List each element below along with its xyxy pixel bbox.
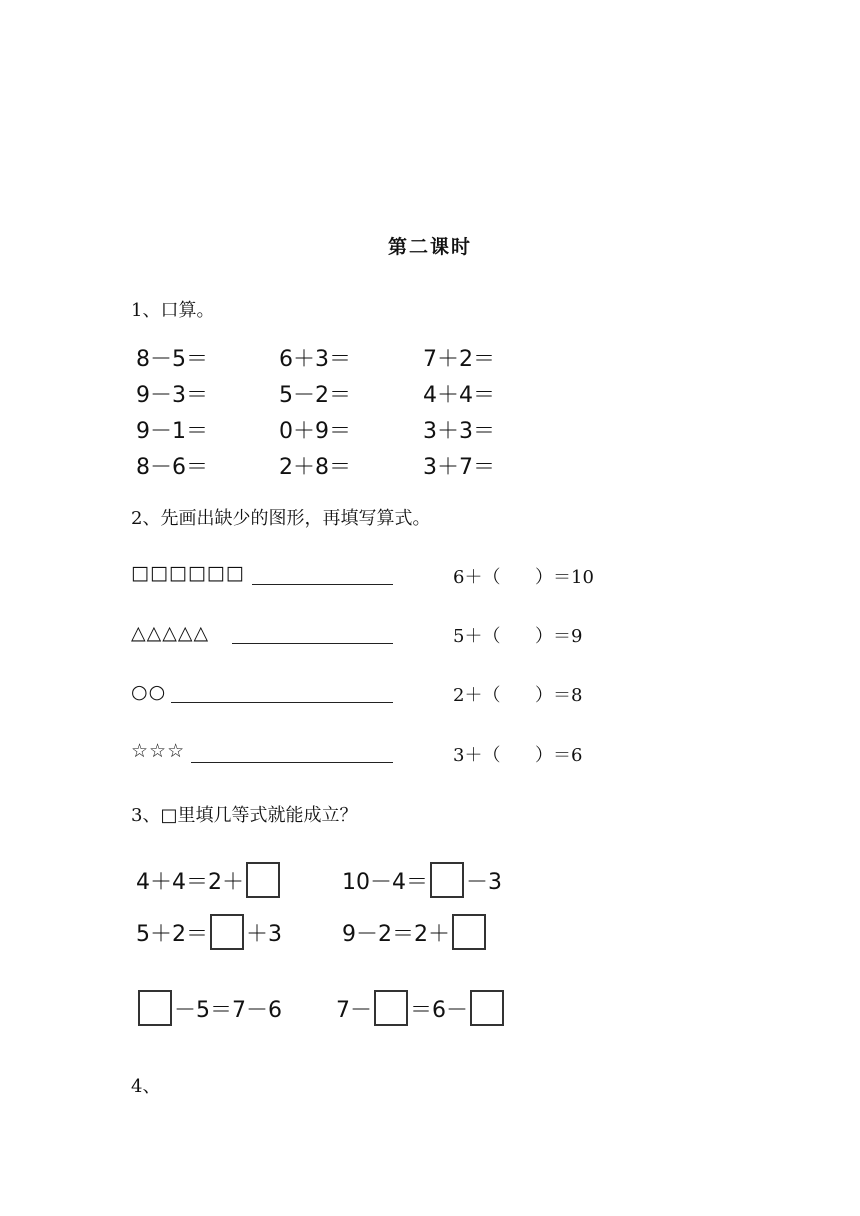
answer-box[interactable] bbox=[210, 914, 244, 950]
answer-box[interactable] bbox=[138, 990, 172, 1026]
q1-item: 3＋3＝ bbox=[423, 419, 495, 444]
equation-text: －3 bbox=[466, 869, 502, 895]
page-title: 第二课时 bbox=[387, 236, 472, 258]
q1-item: 5－2＝ bbox=[279, 383, 351, 408]
q3-equation bbox=[136, 990, 282, 1026]
q4-heading: 4、 bbox=[131, 1076, 161, 1097]
q3-equation bbox=[342, 914, 488, 950]
answer-line bbox=[191, 762, 393, 763]
q3-equation bbox=[136, 862, 282, 898]
answer-line bbox=[232, 643, 393, 644]
equation-text: 5＋2＝ bbox=[136, 921, 208, 947]
q3-equation bbox=[342, 862, 502, 898]
answer-box[interactable] bbox=[246, 862, 280, 898]
answer-line bbox=[171, 702, 393, 703]
answer-line bbox=[252, 584, 393, 585]
equation-right: ）＝6 bbox=[535, 745, 583, 766]
q1-item: 8－6＝ bbox=[136, 455, 208, 480]
q1-item: 4＋4＝ bbox=[423, 383, 495, 408]
q3-heading: 3、□里填几等式就能成立？ bbox=[131, 805, 358, 826]
equation-text: 9－2＝2＋ bbox=[342, 921, 450, 947]
q1-item: 9－1＝ bbox=[136, 419, 208, 444]
q3-equation bbox=[336, 990, 506, 1026]
q1-item: 3＋7＝ bbox=[423, 455, 495, 480]
shape-sequence: △△△△△ bbox=[131, 622, 210, 644]
equation-text: 4＋4＝2＋ bbox=[136, 869, 244, 895]
equation-text: 10－4＝ bbox=[342, 869, 428, 895]
equation-text: －5＝7－6 bbox=[174, 997, 282, 1023]
equation-right: ）＝10 bbox=[535, 567, 594, 588]
equation-left: 6＋（ bbox=[453, 567, 501, 588]
equation-text: ＝6－ bbox=[410, 997, 468, 1023]
shape-sequence: ☆☆☆ bbox=[131, 740, 186, 762]
answer-box[interactable] bbox=[452, 914, 486, 950]
equation-left: 3＋（ bbox=[453, 745, 501, 766]
q1-item: 2＋8＝ bbox=[279, 455, 351, 480]
q1-item: 6＋3＝ bbox=[279, 347, 351, 372]
answer-box[interactable] bbox=[430, 862, 464, 898]
q1-item: 8－5＝ bbox=[136, 347, 208, 372]
answer-box[interactable] bbox=[470, 990, 504, 1026]
shape-sequence: □□□□□□ bbox=[131, 562, 245, 584]
equation-right: ）＝8 bbox=[535, 685, 583, 706]
q1-item: 0＋9＝ bbox=[279, 419, 351, 444]
answer-box[interactable] bbox=[374, 990, 408, 1026]
q2-heading: 2、先画出缺少的图形，再填写算式。 bbox=[131, 508, 431, 529]
q1-item: 9－3＝ bbox=[136, 383, 208, 408]
equation-text: ＋3 bbox=[246, 921, 282, 947]
equation-text: 7－ bbox=[336, 997, 372, 1023]
equation-left: 2＋（ bbox=[453, 685, 501, 706]
q1-heading: 1、口算。 bbox=[131, 300, 215, 321]
shape-sequence: ○○ bbox=[131, 681, 167, 703]
q3-equation bbox=[136, 914, 282, 950]
equation-left: 5＋（ bbox=[453, 626, 501, 647]
q1-item: 7＋2＝ bbox=[423, 347, 495, 372]
equation-right: ）＝9 bbox=[535, 626, 583, 647]
